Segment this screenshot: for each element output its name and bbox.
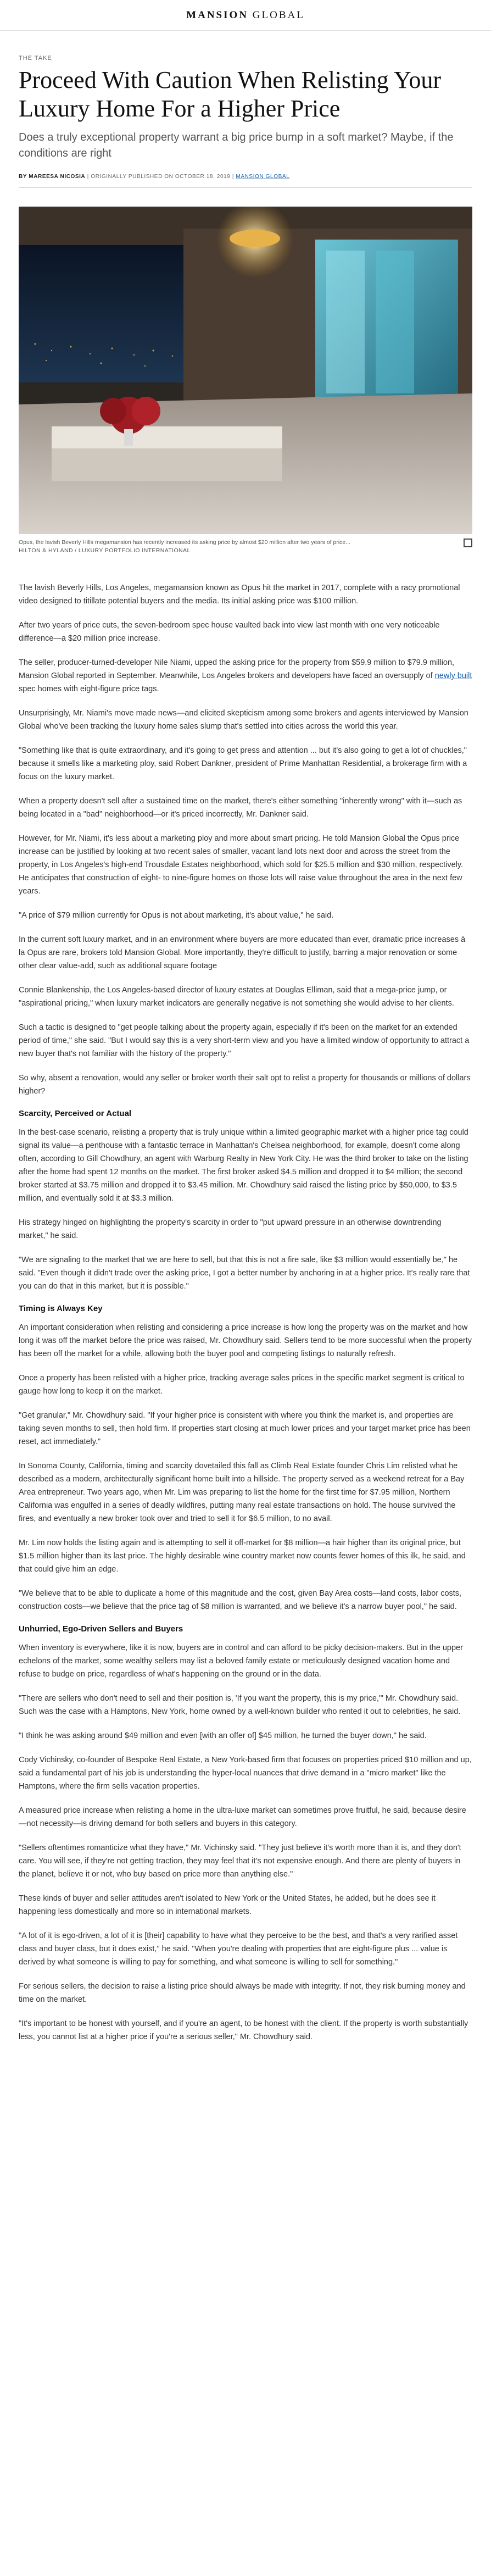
paragraph: His strategy hinged on highlighting the property's scarcity in order to "put upward pressure in an otherwise downtrending market," he said.: [19, 1218, 442, 1240]
paragraph: These kinds of buyer and seller attitudes aren't isolated to New York or the United States, he added, but he does see it happening less domestically and more so in international markets.: [19, 1894, 436, 1916]
publish-date: ORIGINALLY PUBLISHED ON OCTOBER 18, 2019: [91, 174, 231, 180]
article-title: Proceed With Caution When Relisting Your Luxury Home For a Higher Price: [19, 66, 442, 122]
article: [0, 55, 491, 2044]
caption-text: Opus, the lavish Beverly Hills megamansion has recently increased its asking price by almost $20 million after two years of price...: [19, 539, 351, 546]
paragraph: However, for Mr. Niami, it's less about a marketing ploy and more about smart pricing. He told Mansion Global the Opus price increase can be justified by looking at two recent sales of smaller, vacant land lots next door and across the street from the property, in Los Angeles's high-end Trousdale Estates neighborhood, which sold for $25.5 million and $30 million, respectively. He anticipates that construction of eight- to nine-figure homes on those lots will raise value throughout the area in the next few years.: [19, 834, 464, 896]
section-heading: Timing is Always Key: [19, 1304, 103, 1313]
paragraph: Once a property has been relisted with a higher price, tracking average sales prices in the specific market segment is critical to gauge how long to keep it on the market.: [19, 1374, 465, 1396]
article-body: [19, 581, 472, 2044]
paragraph: Unsurprisingly, Mr. Niami's move made news—and elicited skepticism among some brokers and agents interviewed by Mansion Global who've been tracking the luxury home sales slump that's settled into cities across the world this year.: [19, 709, 468, 731]
paragraph-text: spec homes with eight-figure price tags.: [19, 685, 159, 693]
site-logo-bold: MANSION: [186, 9, 249, 21]
paragraph: So why, absent a renovation, would any seller or broker worth their salt opt to relist a property for thousands or millions of dollars higher?: [19, 1074, 471, 1096]
paragraph: Cody Vichinsky, co-founder of Bespoke Real Estate, a New York-based firm that focuses on properties priced $10 million and up, said a fundamental part of his job is understanding the hyper-local nuances that drive demand in a "micro market" like the Hamptons, where the firm sells vacation properties.: [19, 1756, 472, 1791]
article-kicker: THE TAKE: [19, 55, 52, 62]
expand-caption-icon[interactable]: [464, 538, 472, 547]
section-heading: Scarcity, Perceived or Actual: [19, 1109, 132, 1118]
paragraph: "Something like that is quite extraordinary, and it's going to get press and attention ... but it's also going to get a lot of chuckles," because it smells like a marketing ploy, said Robert Dankner, president of Prime Manhattan Residential, a brokerage firm with a focus on the luxury market.: [19, 746, 467, 781]
paragraph: In the current soft luxury market, and in an environment where buyers are more educated than ever, dramatic price increases à la Opus are rare, brokers told Mansion Global. More importantly, they're difficult to justify, barring a major renovation or some other clear value-add, such as additional square footage: [19, 935, 466, 970]
masthead: [0, 0, 491, 31]
site-logo[interactable]: [186, 9, 305, 21]
paragraph: "There are sellers who don't need to sell and their position is, 'If you want the property, this is my price,'" Mr. Chowdhury said. Such was the case with a Hamptons, New York, home owned by a well-known builder who rented it out to celebrities, he said.: [19, 1694, 461, 1716]
paragraph: "A price of $79 million currently for Opus is not about marketing, it's about value," he said.: [19, 911, 334, 920]
paragraph: When a property doesn't sell after a sustained time on the market, there's either something "inherently wrong" with it—such as being located in a "bad" neighborhood—or it's priced incorrectly, Mr. Dankner said.: [19, 797, 462, 819]
author-name[interactable]: BY MAREESA NICOSIA: [19, 174, 86, 180]
paragraph: Connie Blankenship, the Los Angeles-based director of luxury estates at Douglas Elliman, said that a mega-price jump, or "aspirational pricing," when luxury market indicators are generally negative is not something she would advise to her clients.: [19, 986, 454, 1008]
paragraph: A measured price increase when relisting a home in the ultra-luxe market can sometimes prove fruitful, he said, because desire—not necessity—is driving demand for both sellers and buyers in this category.: [19, 1806, 466, 1828]
site-logo-rest: GLOBAL: [248, 9, 305, 21]
paragraph: An important consideration when relisting and considering a price increase is how long the property was on the market and how long it was off the market before the price was raised, Mr. Chowdhury said. Sellers tend to be more successful when the property has been off the market for a while, allowing both the buyer pool and competing listings to naturally refresh.: [19, 1323, 472, 1358]
paragraph: The lavish Beverly Hills, Los Angeles, megamansion known as Opus hit the market in 2017, complete with a racy promotional video designed to titillate potential buyers and the media. Its initial asking price was $100 million.: [19, 584, 460, 606]
paragraph: When inventory is everywhere, like it is now, buyers are in control and can afford to be picky decision-makers. But in the upper echelons of the market, some wealthy sellers may list a beloved family estate or meticulously designed vacation home and refuse to budge on price, regardless of what's happening on the ground or in the data.: [19, 1644, 463, 1679]
paragraph: "We believe that to be able to duplicate a home of this magnitude and the cost, given Bay Area costs—land costs, labor costs, construction costs—we believe that the price tag of $8 million is warranted, and we believe it's a narrow buyer pool," he said.: [19, 1589, 462, 1611]
paragraph: "A lot of it is ego-driven, a lot of it is [their] capability to have what they perceive to be the best, and that's a very rarified asset class and buyer class, but it does exist," he said. "When you're dealing with properties that are eight-figure plus ... value is derived by what someone is willing to pay for something, and what someone is willing to sell for something.": [19, 1931, 458, 1967]
source-link[interactable]: MANSION GLOBAL: [236, 174, 290, 180]
paragraph: For serious sellers, the decision to raise a listing price should always be made with integrity. If not, they risk burning money and time on the market.: [19, 1982, 466, 2004]
paragraph-text: The seller, producer-turned-developer Nile Niami, upped the asking price for the property from $59.9 million to $79.9 million, Mansion Global reported in September. Meanwhile, Los Angeles brokers and developers have faced an oversupply of: [19, 658, 455, 680]
hero-photo-illustration: [19, 207, 472, 534]
image-caption: [19, 538, 472, 555]
paragraph: Mr. Lim now holds the listing again and is attempting to sell it off-market for $8 million—a hair higher than its original price, but $1.5 million higher than its last price. The highly desirable wine country market now counts fewer homes of this ilk, he said, and that could give him an edge.: [19, 1539, 466, 1574]
paragraph: "I think he was asking around $49 million and even [with an offer of] $45 million, he turned the buyer down," he said.: [19, 1731, 427, 1740]
paragraph: In the best-case scenario, relisting a property that is truly unique within a limited geographic market with a higher price tag could signal its value—a penthouse with a fantastic terrace in Manhattan's Chelsea neighborhood, for example, doesn't come along often, according to Gill Chowdhury, an agent with Warburg Realty in New York City. He was the third broker to take on the listing after the home had spent 12 months on the market. The first broker asked $4.5 million and dropped it to $4 million; the second broker started at $3.75 million and dropped it to $3.45 million. Mr. Chowdhury said raised the listing price by $50,000, to $3.5 million, and eventually sold it at $3.3 million.: [19, 1128, 468, 1203]
paragraph: [19, 656, 472, 696]
article-dek: Does a truly exceptional property warrant a big price bump in a soft market? Maybe, if the conditions are right: [19, 131, 454, 159]
paragraph: "It's important to be honest with yourself, and if you're an agent, to be honest with the client. If the property is worth substantially less, you cannot list at a higher price if you're a serious seller," Mr. Chowdhury said.: [19, 2019, 468, 2041]
paragraph: Such a tactic is designed to "get people talking about the property again, especially if it's been on the market for an extended period of time," she said. "But I would say this is a very short-term view and you have a limited window of opportunity to attract a new buyer that's not familiar with the history of the property.": [19, 1023, 470, 1058]
byline-separator: |: [87, 174, 91, 180]
caption-credit: HILTON & HYLAND / LUXURY PORTFOLIO INTERNATIONAL: [19, 547, 191, 554]
paragraph: "Sellers oftentimes romanticize what they have," Mr. Vichinsky said. "They just believe it's worth more than it is, and they don't care. You will see, if they're not getting traction, they may feel that it's not expensive enough. And there are plenty of buyers in the planet, believe it or not, who buy based on price more than anything else.": [19, 1844, 461, 1879]
paragraph: In Sonoma County, California, timing and scarcity dovetailed this fall as Climb Real Estate founder Chris Lim relisted what he described as a modern, architecturally significant home built into a hillside. The property served as a weekend retreat for a Bay Area entrepreneur. Two years ago, when Mr. Lim was preparing to list the home for the first time for $7.95 million, Northern California was engulfed in a series of deadly wildfires, putting many real estate transactions on hold. The house survived the fires, and eventually a new broker took over and tried to sell it for $6.5 million, to no avail.: [19, 1462, 465, 1523]
hero-image[interactable]: [19, 207, 472, 534]
paragraph: After two years of price cuts, the seven-bedroom spec house vaulted back into view last month with one very noticeable difference—a $20 million price increase.: [19, 621, 440, 643]
newly-built-link[interactable]: newly built: [434, 671, 472, 680]
byline: [19, 174, 472, 188]
paragraph: "Get granular," Mr. Chowdhury said. "If your higher price is consistent with where you think the market is, and properties are taking seven months to sell, then hold firm. If properties start closing at much lower prices and your target market price has been reset, act immediately.": [19, 1411, 471, 1446]
byline-separator: |: [232, 174, 236, 180]
section-heading: Unhurried, Ego-Driven Sellers and Buyers: [19, 1624, 183, 1634]
paragraph: "We are signaling to the market that we are here to sell, but that this is not a fire sale, like $3 million would essentially be," he said. "Even though it didn't trade over the asking price, I got a better number by anchoring in at a higher price. It's really rare that you can do that in this market, but it is possible.": [19, 1256, 470, 1291]
